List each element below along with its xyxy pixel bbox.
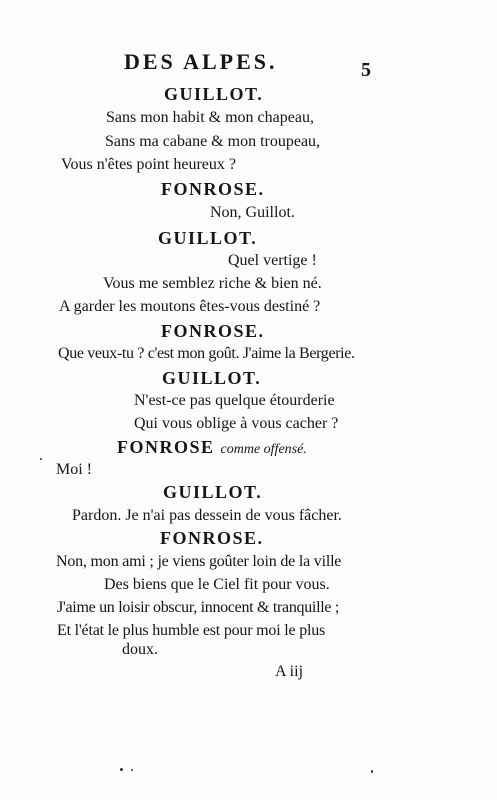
verse-line: doux.: [122, 641, 158, 658]
verse-line: Et l'état le plus humble est pour moi le plus: [57, 622, 326, 639]
verse-line: Quel vertige !: [228, 252, 317, 269]
speaker-name: FONROSE.: [160, 528, 264, 548]
verse-line: J'aime un loisir obscur, innocent & tranquille ;: [57, 599, 340, 616]
page-number: 5: [361, 59, 371, 81]
stage-direction: comme offensé.: [220, 442, 307, 457]
verse-line: Pardon. Je n'ai pas dessein de vous fâcher.: [72, 507, 342, 524]
speaker-name: GUILLOT.: [163, 482, 263, 502]
verse-line: Des biens que le Ciel fit pour vous.: [104, 576, 330, 593]
speaker-name: [117, 438, 307, 457]
running-title: DES ALPES.: [124, 49, 278, 74]
verse-line: Vous n'êtes point heureux ?: [61, 156, 236, 173]
print-speck: [120, 768, 123, 771]
speaker-name: FONROSE.: [161, 321, 265, 341]
verse-line: A garder les moutons êtes-vous destiné ?: [59, 298, 321, 315]
print-speck: [371, 770, 373, 773]
verse-line: Sans ma cabane & mon troupeau,: [105, 133, 321, 150]
verse-line: Que veux-tu ? c'est mon goût. J'aime la Bergerie.: [58, 345, 355, 362]
verse-line: Non, mon ami ; je viens goûter loin de la ville: [56, 553, 342, 570]
speaker-name: GUILLOT.: [158, 228, 258, 248]
verse-line: Vous me semblez riche & bien né.: [103, 275, 322, 292]
speaker-name: FONROSE.: [161, 179, 265, 199]
verse-line: Sans mon habit & mon chapeau,: [106, 109, 314, 126]
speaker-name: GUILLOT.: [164, 84, 264, 104]
speaker-name: GUILLOT.: [162, 368, 262, 388]
verse-line: Non, Guillot.: [210, 204, 295, 221]
print-speck: [131, 769, 133, 771]
speaker-name-text: FONROSE: [117, 437, 215, 457]
signature-mark: A iij: [275, 663, 304, 680]
verse-line: N'est-ce pas quelque étourderie: [134, 392, 335, 409]
print-speck: [40, 458, 42, 460]
verse-line: Moi !: [56, 461, 92, 478]
verse-line: Qui vous oblige à vous cacher ?: [134, 415, 339, 432]
